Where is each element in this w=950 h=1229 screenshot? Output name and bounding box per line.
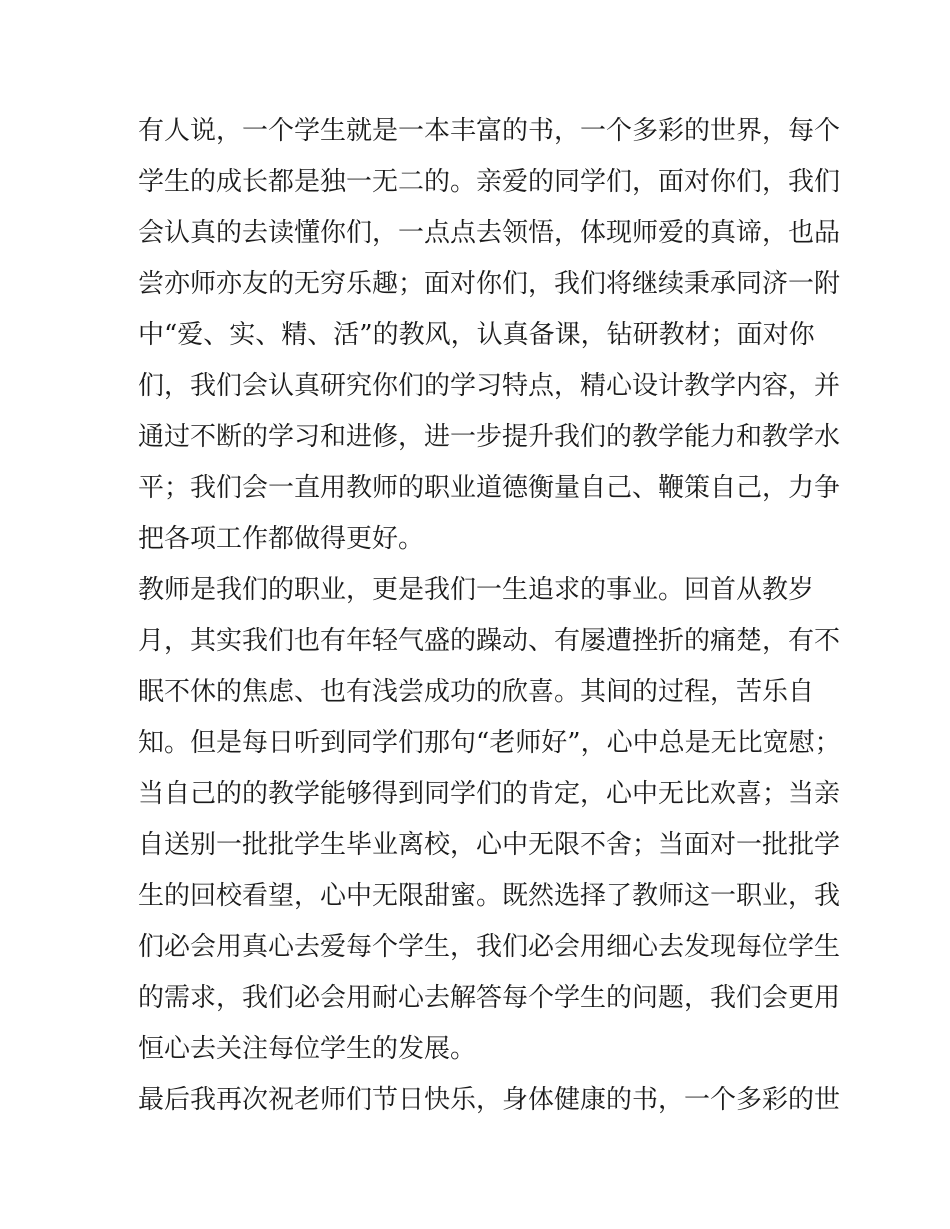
text-line: 眠不休的焦虑、也有浅尝成功的欣喜。其间的过程，苦乐自 [138,677,815,707]
text-line: 平；我们会一直用教师的职业道德衡量自己、鞭策自己，力争 [138,473,841,503]
text-line: 有人说，一个学生就是一本丰富的书，一个多彩的世界，每个 [138,116,841,146]
text-line: 们必会用真心去爱每个学生，我们必会用细心去发现每位学生 [138,932,841,962]
text-line: 最后我再次祝老师们节日快乐，身体健康的书，一个多彩的世 [138,1085,841,1115]
text-line: 自送别一批批学生毕业离校，心中无限不舍；当面对一批批学 [138,830,841,860]
text-line: 教师是我们的职业，更是我们一生追求的事业。回首从教岁 [138,575,815,605]
text-line: 生的回校看望，心中无限甜蜜。既然选择了教师这一职业，我 [138,881,841,911]
text-line: 把各项工作都做得更好。 [138,524,425,554]
text-line: 会认真的去读懂你们，一点点去领悟，体现师爱的真谛，也品 [138,218,841,248]
text-line: 中“爱、实、精、活”的教风，认真备课，钻研教材；面对你 [138,320,815,350]
text-line: 学生的成长都是独一无二的。亲爱的同学们，面对你们，我们 [138,167,841,197]
text-line: 的需求，我们必会用耐心去解答每个学生的问题，我们会更用 [138,983,841,1013]
text-line: 月，其实我们也有年轻气盛的躁动、有屡遭挫折的痛楚，有不 [138,626,841,656]
text-line: 尝亦师亦友的无穷乐趣；面对你们，我们将继续秉承同济一附 [138,269,841,299]
body-text [138,106,841,1126]
text-line: 们，我们会认真研究你们的学习特点，精心设计教学内容，并 [138,371,841,401]
text-line: 当自己的的教学能够得到同学们的肯定，心中无比欢喜；当亲 [138,779,841,809]
text-line: 通过不断的学习和进修，进一步提升我们的教学能力和教学水 [138,422,841,452]
text-line: 恒心去关注每位学生的发展。 [138,1034,477,1064]
text-line: 知。但是每日听到同学们那句“老师好”，心中总是无比宽慰； [138,728,841,758]
